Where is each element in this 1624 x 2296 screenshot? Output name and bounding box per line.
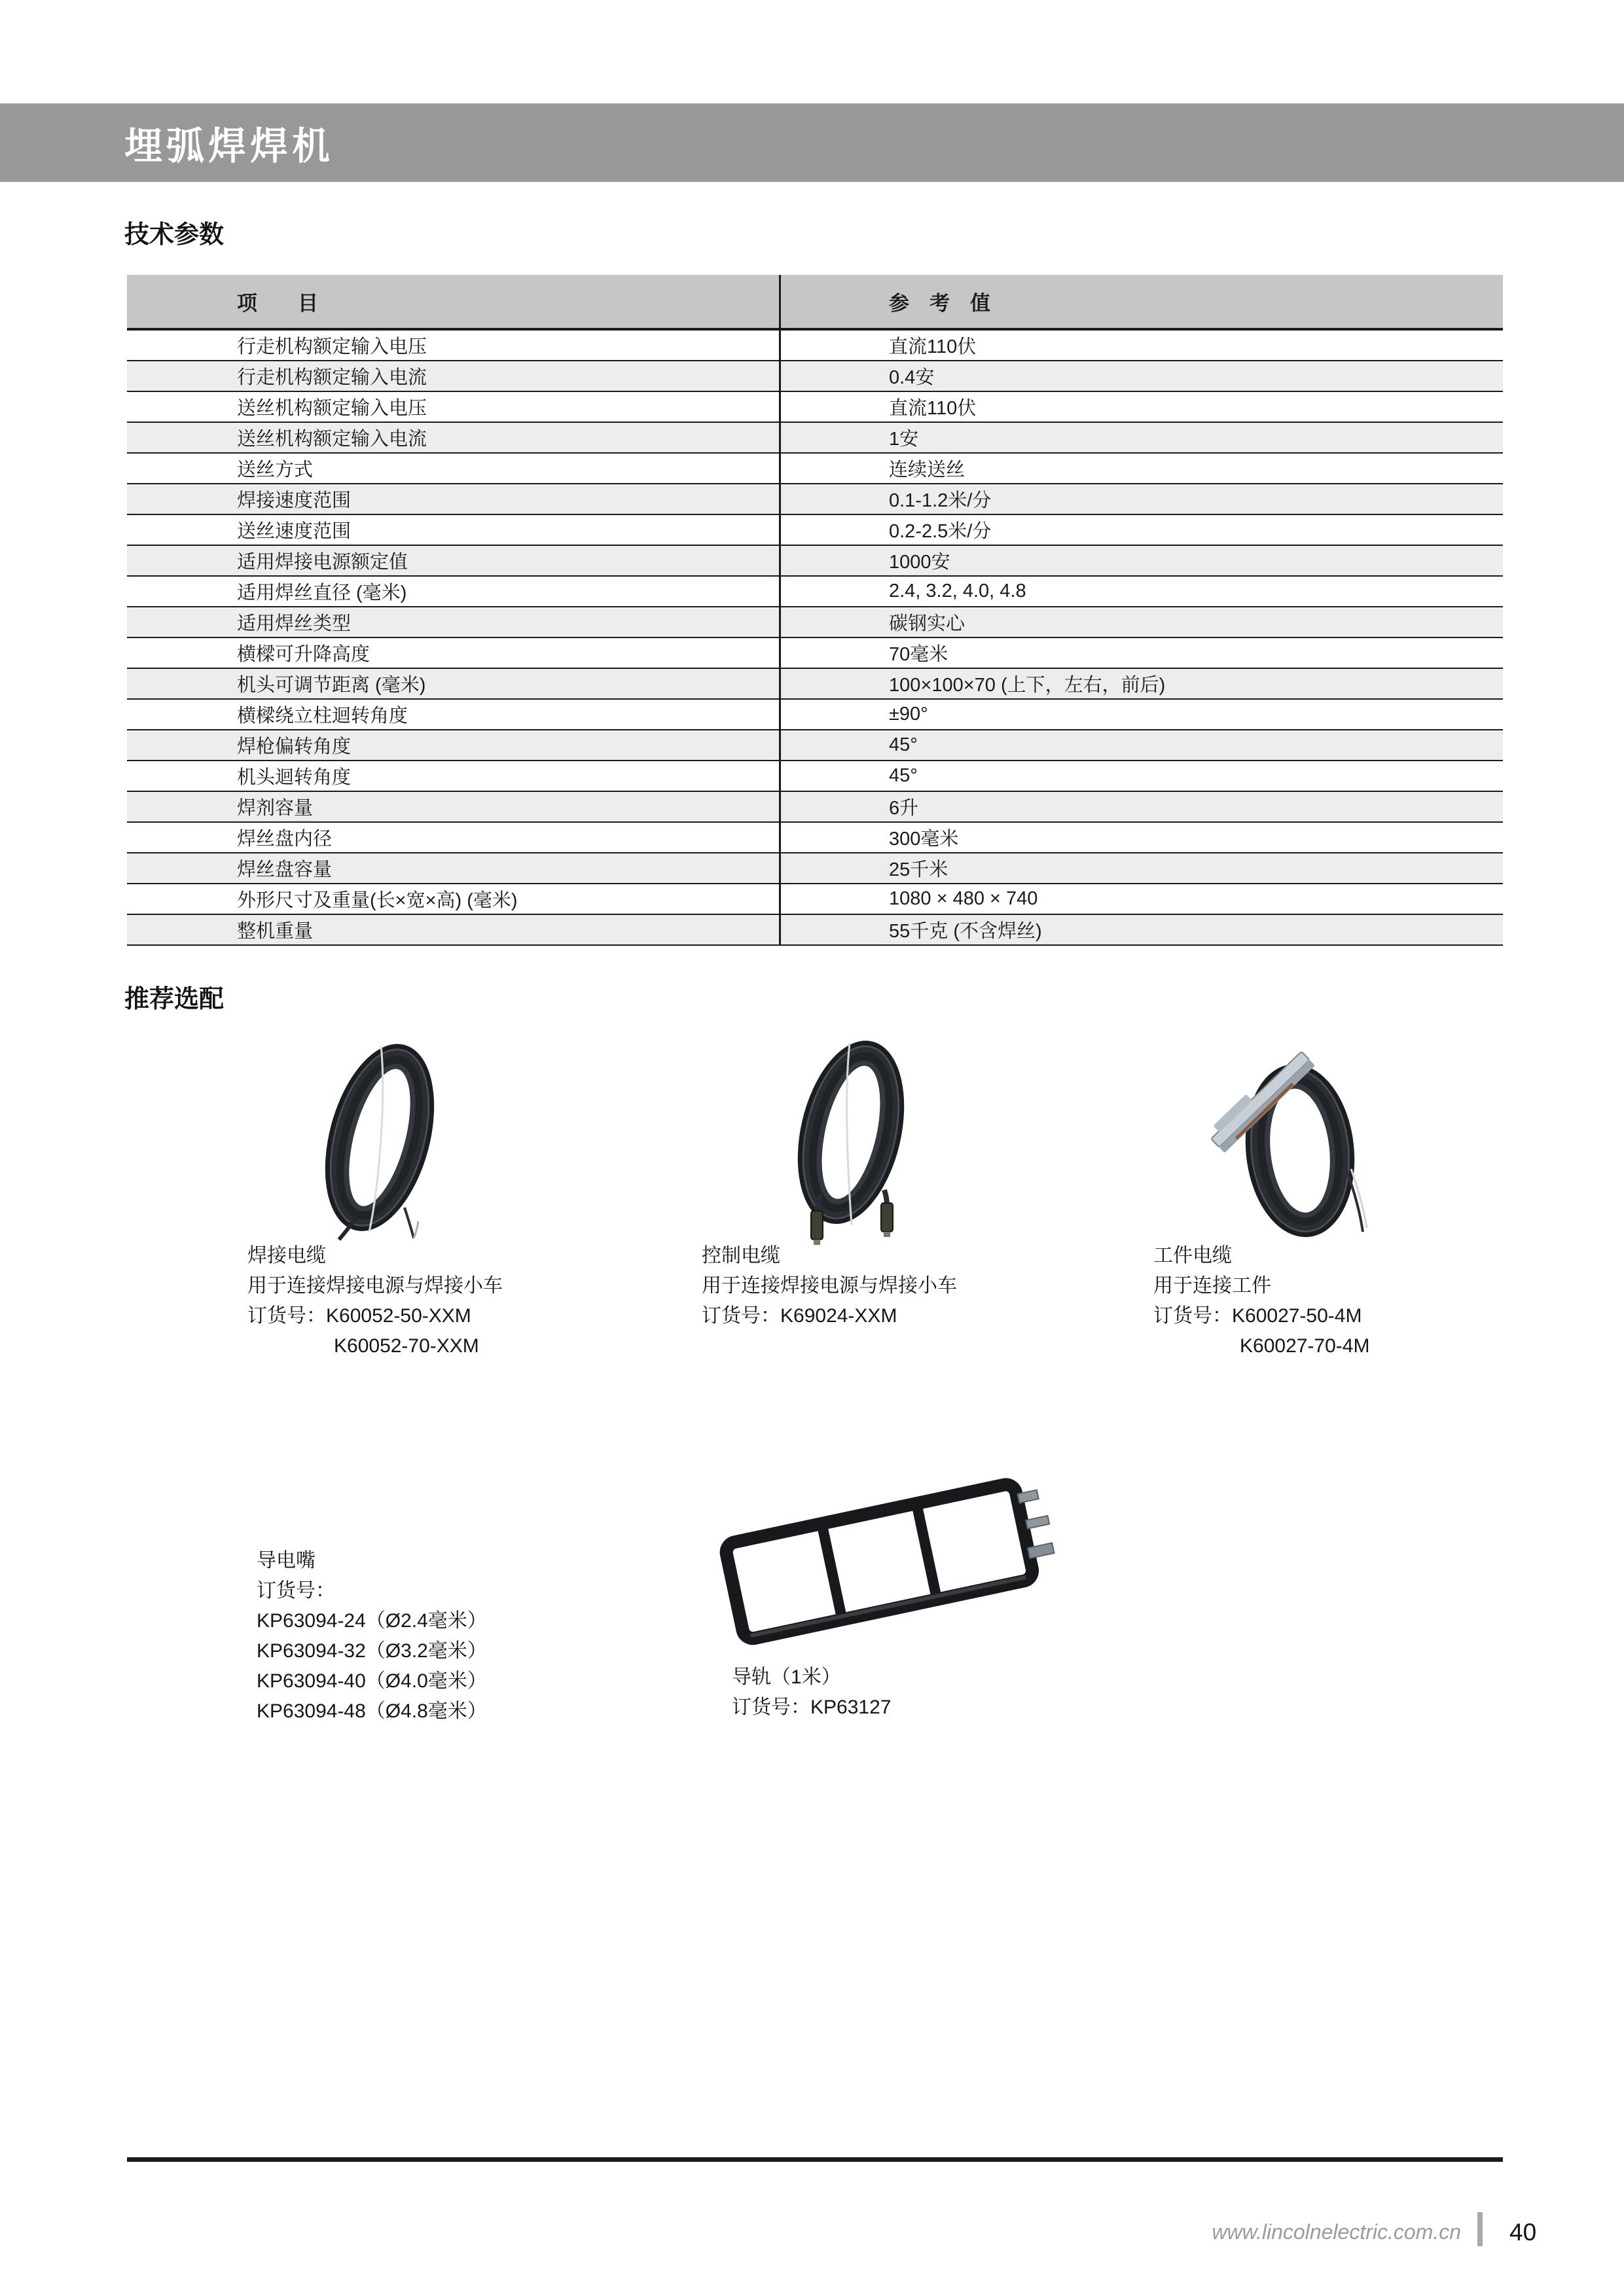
spec-value-cell: 6升	[889, 798, 919, 819]
table-row	[127, 915, 1503, 946]
table-row	[127, 484, 1503, 515]
product-name: 焊接电缆	[247, 1245, 326, 1266]
footer-website: www.lincolnelectric.com.cn	[1212, 2220, 1461, 2244]
section-title-specs: 技术参数	[124, 221, 225, 249]
table-row	[127, 392, 1503, 423]
spec-value-cell: 55千克 (不含焊丝)	[889, 921, 1042, 942]
section-title-options: 推荐选配	[124, 986, 225, 1013]
welding-cable-text	[247, 1241, 503, 1361]
product-order: 订货号：K60027-50-4M	[1153, 1305, 1362, 1327]
spec-value-cell: 45°	[889, 734, 918, 755]
spec-item-cell: 机头迴转角度	[237, 767, 352, 788]
spec-value-cell: 1080 × 480 × 740	[889, 888, 1038, 909]
spec-value-cell: 45°	[889, 765, 918, 786]
table-column-divider	[779, 275, 781, 946]
table-row	[127, 454, 1503, 484]
footer-separator-bar	[1477, 2212, 1483, 2246]
product-order: 订货号：K60052-50-XXM	[247, 1305, 471, 1327]
page-header-bar	[0, 103, 1624, 182]
spec-value-cell: 300毫米	[889, 829, 959, 850]
work-cable-text	[1153, 1241, 1369, 1361]
product-desc: 用于连接工件	[1153, 1275, 1271, 1297]
spec-table	[127, 275, 1503, 946]
spec-item-cell: 焊丝盘容量	[237, 859, 333, 880]
spec-value-cell: 2.4, 3.2, 4.0, 4.8	[889, 581, 1026, 601]
spec-item-cell: 焊丝盘内径	[237, 829, 333, 850]
spec-item-cell: 行走机构额定输入电流	[237, 367, 427, 388]
spec-item-cell: 适用焊丝类型	[237, 613, 352, 634]
table-row	[127, 761, 1503, 792]
table-row	[127, 700, 1503, 730]
spec-item-cell: 送丝方式	[237, 459, 314, 480]
product-name: 工件电缆	[1153, 1245, 1232, 1266]
product-order: 订货号：K69024-XXM	[702, 1305, 897, 1327]
table-row	[127, 638, 1503, 669]
spec-value-cell: ±90°	[889, 704, 928, 725]
spec-item-cell: 适用焊丝直径 (毫米)	[237, 583, 407, 603]
spec-value-cell: 25千米	[889, 859, 948, 880]
spec-item-cell: 横樑绕立柱迴转角度	[237, 706, 408, 726]
spec-item-cell: 适用焊接电源额定值	[237, 552, 408, 573]
spec-value-cell: 1000安	[889, 552, 950, 573]
page-title: 埋弧焊焊机	[124, 125, 334, 168]
spec-value-cell: 碳钢实心	[889, 613, 965, 634]
contact-tip-text	[257, 1546, 487, 1727]
table-row	[127, 423, 1503, 454]
spec-value-cell: 连续送丝	[889, 459, 965, 480]
table-row	[127, 823, 1503, 853]
spec-item-cell: 横樑可升降高度	[237, 644, 370, 665]
product-desc: 用于连接焊接电源与焊接小车	[247, 1275, 503, 1297]
table-row	[127, 515, 1503, 546]
contact-tip-code: KP63094-32（Ø3.2毫米）	[257, 1640, 487, 1662]
col-header-item: 项 目	[237, 292, 318, 315]
spec-value-cell: 0.4安	[889, 367, 935, 388]
spec-item-cell: 机头可调节距离 (毫米)	[237, 675, 426, 696]
spec-item-cell: 外形尺寸及重量(长×宽×高) (毫米)	[237, 890, 518, 911]
guide-rail-text	[732, 1662, 891, 1723]
contact-tip-code: KP63094-48（Ø4.8毫米）	[257, 1700, 487, 1722]
control-cable-image	[753, 1034, 949, 1253]
spec-value-cell: 100×100×70 (上下，左右，前后)	[889, 675, 1166, 696]
table-row	[127, 607, 1503, 638]
product-order-2: K60052-70-XXM	[334, 1335, 479, 1357]
contact-tip-code: KP63094-40（Ø4.0毫米）	[257, 1670, 487, 1692]
product-name: 导轨（1米）	[732, 1666, 841, 1688]
spec-value-cell: 0.1-1.2米/分	[889, 490, 992, 511]
spec-value-cell: 0.2-2.5米/分	[889, 521, 992, 542]
table-row	[127, 546, 1503, 577]
table-row	[127, 669, 1503, 700]
product-name: 导电嘴	[257, 1550, 316, 1571]
spec-item-cell: 焊枪偏转角度	[237, 736, 352, 757]
guide-rail-image	[711, 1458, 1064, 1658]
spec-value-cell: 直流110伏	[889, 336, 977, 357]
spec-item-cell: 焊剂容量	[237, 798, 314, 819]
product-order-label: 订货号：	[257, 1580, 335, 1602]
col-header-value: 参 考 值	[889, 292, 990, 315]
footer-page-number: 40	[1509, 2219, 1537, 2246]
table-row	[127, 792, 1503, 823]
table-row	[127, 361, 1503, 392]
spec-table-header-row	[127, 275, 1503, 331]
footer-rule	[127, 2157, 1503, 2162]
product-desc: 用于连接焊接电源与焊接小车	[702, 1275, 957, 1297]
spec-item-cell: 送丝速度范围	[237, 521, 352, 542]
product-order: 订货号：KP63127	[732, 1696, 892, 1718]
spec-value-cell: 1安	[889, 429, 919, 450]
table-row	[127, 730, 1503, 761]
product-order-2: K60027-70-4M	[1240, 1335, 1370, 1357]
table-row	[127, 577, 1503, 607]
spec-item-cell: 行走机构额定输入电压	[237, 336, 427, 357]
product-name: 控制电缆	[702, 1245, 780, 1266]
table-row	[127, 884, 1503, 915]
spec-item-cell: 送丝机构额定输入电流	[237, 429, 427, 450]
welding-cable-image	[281, 1034, 478, 1246]
spec-item-cell: 送丝机构额定输入电压	[237, 398, 427, 419]
spec-value-cell: 70毫米	[889, 644, 948, 665]
table-row	[127, 331, 1503, 361]
control-cable-text	[702, 1241, 957, 1331]
spec-item-cell: 焊接速度范围	[237, 490, 352, 511]
table-row	[127, 853, 1503, 884]
contact-tip-code: KP63094-24（Ø2.4毫米）	[257, 1610, 487, 1632]
spec-item-cell: 整机重量	[237, 921, 314, 942]
spec-value-cell: 直流110伏	[889, 398, 977, 419]
work-cable-image	[1182, 1031, 1398, 1246]
